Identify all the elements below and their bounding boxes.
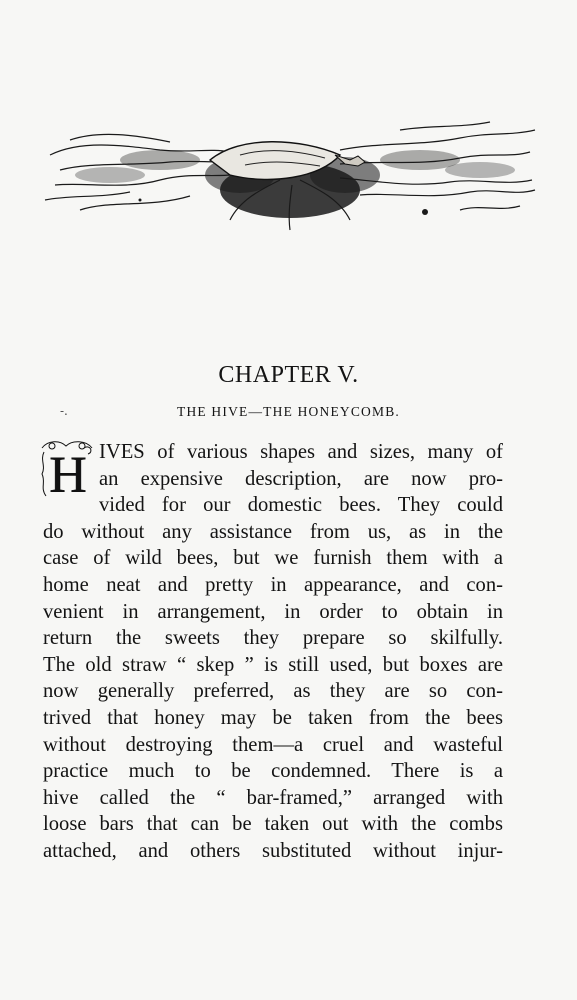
text-line: now generally preferred, as they are so con- [43,680,503,703]
text-line: return the sweets they prepare so skilfully. [43,627,503,650]
text-line: attached, and others substituted without injur- [43,839,503,862]
text-line: IVES of various shapes and sizes, many of [99,441,503,463]
text-line: hive called the “ bar-framed,” arranged with [43,786,503,809]
margin-mark: -. [60,404,68,418]
text-line: home neat and pretty in appearance, and con- [43,573,503,596]
chapter-subtitle: THE HIVE—THE HONEYCOMB. [177,404,400,419]
text-line: without destroying them—a cruel and wasteful [43,733,503,756]
text-line: venient in arrangement, in order to obtain in [43,600,503,623]
text-line: practice much to be condemned. There is a [43,760,503,783]
shell-vignette-icon [40,100,540,235]
text-line: trived that honey may be taken from the bees [43,706,503,729]
text-line: do without any assistance from us, as in the [43,520,503,543]
dropcap-letter: H [49,447,87,500]
text-line: case of wild bees, but we furnish them with a [43,547,503,570]
body-paragraph [43,439,503,865]
text-line: vided for our domestic bees. They could [99,494,503,517]
text-line: The old straw “ skep ” is still used, but boxes are [43,653,503,676]
text-line: loose bars that can be taken out with the combs [43,813,503,836]
text-line: an expensive description, are now pro- [99,467,503,490]
chapter-heading: CHAPTER V. [218,362,359,388]
